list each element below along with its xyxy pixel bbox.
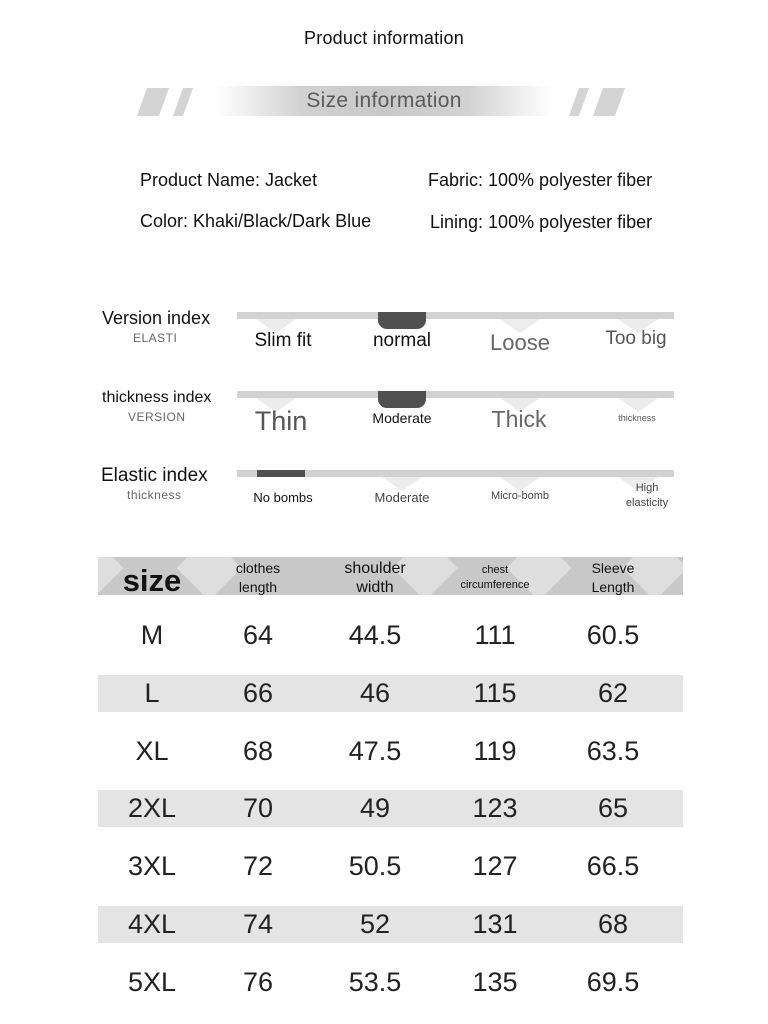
version-index-marker (378, 312, 426, 329)
size-table (98, 557, 683, 1022)
cell-sleeve-length: 62 (597, 677, 629, 708)
thickness-index-sub: VERSION (128, 410, 186, 424)
elastic-index-sub: thickness (127, 488, 182, 502)
elastic-index-label: Elastic index (101, 465, 208, 486)
cell-shoulder-width: 46 (359, 677, 391, 708)
table-row (98, 906, 683, 964)
table-body (98, 617, 683, 1022)
thickness-option-thick: Thick (491, 406, 547, 432)
table-row (98, 617, 683, 675)
elastic-pointer (382, 477, 422, 491)
cell-chest-circumference: 115 (473, 677, 517, 708)
elastic-index-marker (257, 470, 305, 477)
cell-chest-circumference: 131 (472, 908, 518, 939)
table-header (98, 557, 683, 595)
thickness-index-marker (378, 391, 426, 408)
cell-chest-circumference: 135 (472, 966, 518, 997)
version-option-too-big: Too big (605, 328, 667, 349)
thickness-index-track (237, 391, 674, 398)
size-info-banner (136, 86, 632, 116)
thickness-option-thin: Thin (254, 406, 308, 436)
cell-sleeve-length: 65 (597, 793, 629, 824)
header-size: size (122, 563, 182, 595)
cell-clothes-length: 74 (242, 908, 274, 939)
cell-sleeve-length: 60.5 (586, 620, 640, 650)
cell-chest-circumference: 123 (472, 793, 518, 824)
thickness-pointer (618, 398, 658, 412)
version-index-sub: ELASTI (133, 331, 178, 345)
header-shoulder-width: shoulder width (344, 560, 406, 595)
cell-size: M (140, 620, 164, 650)
version-index-track (237, 312, 674, 319)
cell-sleeve-length: 66.5 (586, 851, 640, 882)
cell-size: 4XL (127, 908, 177, 939)
table-row (98, 675, 683, 733)
table-row (98, 733, 683, 791)
cell-sleeve-length: 69.5 (586, 966, 640, 997)
cell-clothes-length: 64 (242, 620, 274, 650)
cell-shoulder-width: 44.5 (348, 620, 402, 650)
cell-size: L (144, 677, 160, 708)
product-fabric: Fabric: 100% polyester fiber (428, 170, 653, 190)
thickness-index-label: thickness index (102, 389, 212, 406)
cell-shoulder-width: 49 (359, 793, 391, 824)
cell-size: XL (135, 735, 169, 766)
cell-size: 2XL (127, 793, 177, 824)
cell-sleeve-length: 63.5 (586, 735, 640, 766)
cell-size: 3XL (127, 851, 177, 882)
product-name: Product Name: Jacket (140, 170, 318, 190)
cell-clothes-length: 66 (242, 677, 274, 708)
cell-shoulder-width: 50.5 (348, 851, 402, 882)
product-lining: Lining: 100% polyester fiber (430, 212, 653, 232)
header-clothes-length: clothes length (235, 560, 281, 595)
version-index-label: Version index (102, 308, 211, 328)
banner-title: Size information (306, 89, 462, 112)
cell-clothes-length: 70 (242, 793, 274, 824)
elastic-pointer (500, 477, 540, 491)
cell-shoulder-width: 52 (359, 908, 391, 939)
cell-clothes-length: 76 (242, 966, 274, 997)
table-row (98, 848, 683, 906)
version-option-slim-fit: Slim fit (254, 330, 312, 351)
cell-chest-circumference: 111 (474, 620, 516, 650)
thickness-option-moderate: Moderate (372, 410, 432, 426)
cell-clothes-length: 72 (242, 851, 274, 882)
cell-shoulder-width: 47.5 (348, 735, 402, 766)
elastic-option-micro-bomb: Micro-bomb (490, 490, 550, 502)
cell-size: 5XL (127, 966, 177, 997)
version-option-normal: normal (372, 330, 432, 351)
cell-clothes-length: 68 (242, 735, 274, 766)
table-row (98, 964, 683, 1022)
cell-chest-circumference: 119 (473, 735, 517, 766)
thickness-option-thickness: thickness (618, 413, 656, 423)
elastic-option-high-elasticity: High elasticity (625, 482, 669, 509)
cell-chest-circumference: 127 (472, 851, 518, 882)
table-row (98, 790, 683, 848)
elastic-option-moderate: Moderate (374, 490, 430, 505)
header-chest-circumference: chest circumference (460, 564, 530, 591)
header-sleeve-length: Sleeve Length (591, 560, 635, 595)
elastic-option-no-bombs: No bombs (253, 490, 313, 505)
page-title: Product information (304, 28, 464, 48)
cell-shoulder-width: 53.5 (348, 966, 402, 997)
version-option-loose: Loose (490, 330, 550, 355)
product-color: Color: Khaki/Black/Dark Blue (140, 211, 372, 231)
cell-sleeve-length: 68 (597, 908, 629, 939)
